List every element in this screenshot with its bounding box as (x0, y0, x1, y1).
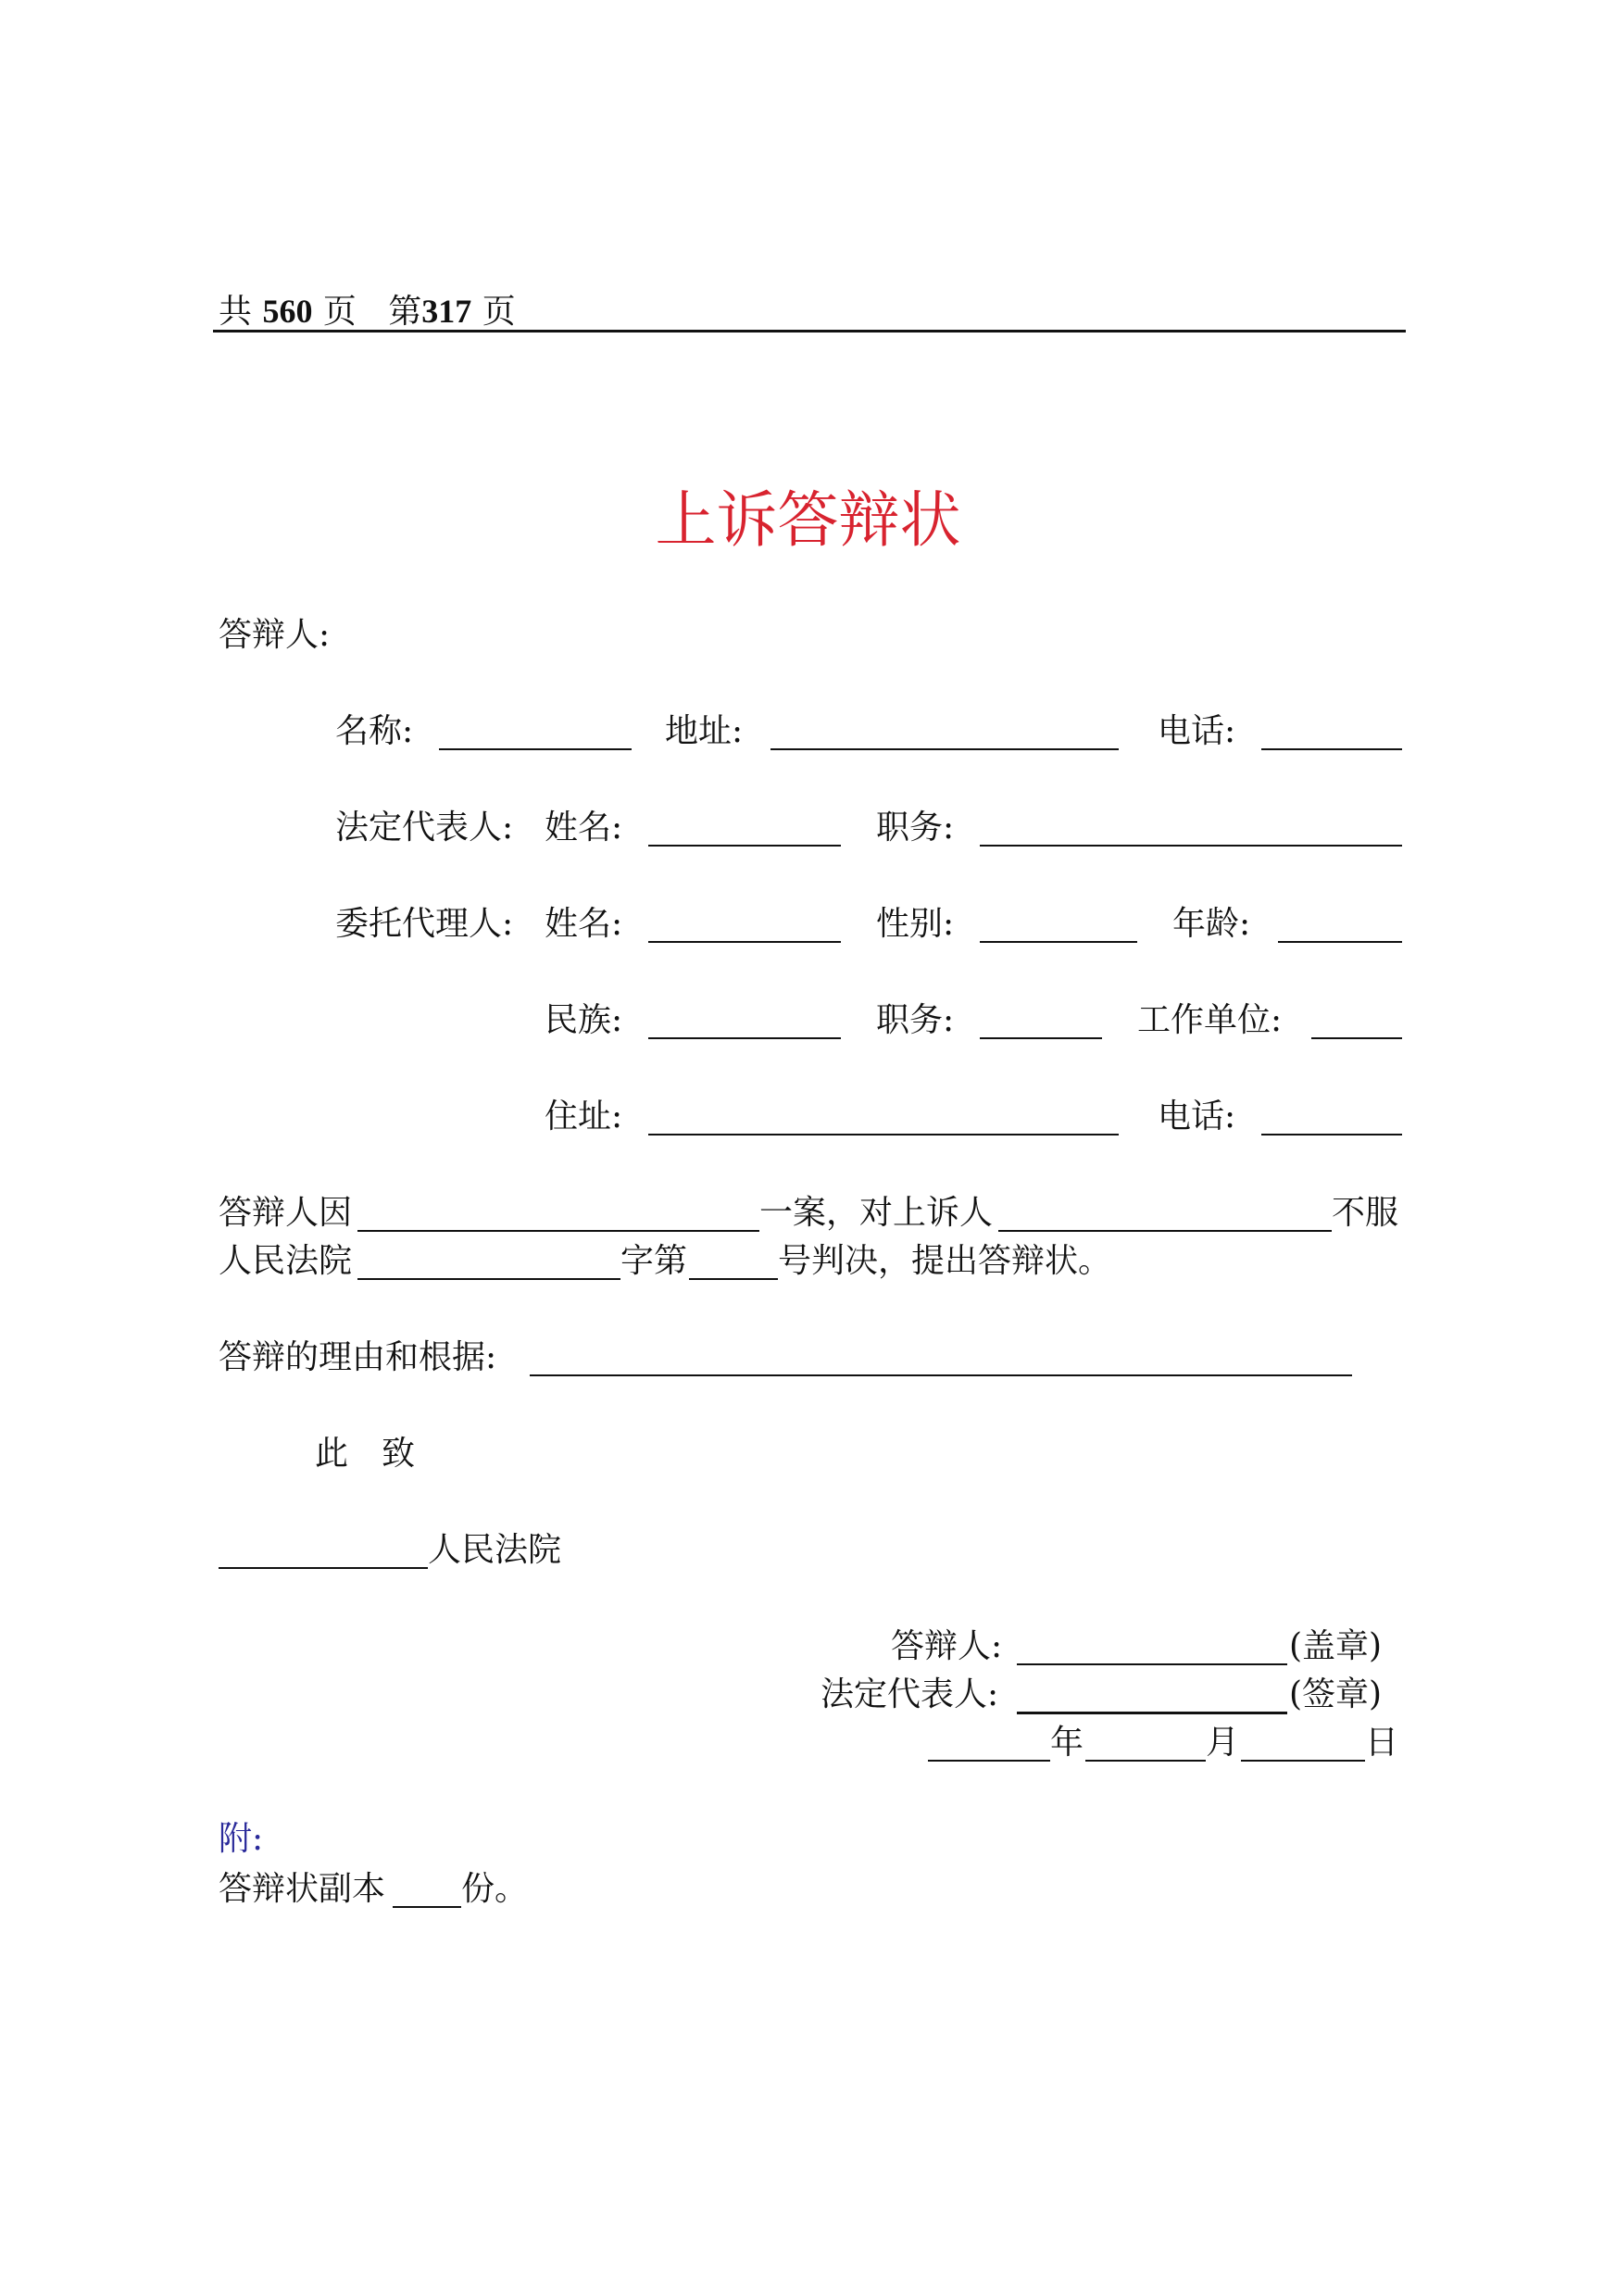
age-blank[interactable] (1278, 941, 1402, 943)
appellant-blank[interactable] (998, 1230, 1332, 1232)
statement-part4: 人民法院 (219, 1242, 353, 1280)
salutation: 此 致 (315, 1435, 416, 1473)
agent-position-label: 职务: (876, 1001, 955, 1039)
attachment-text1: 答辩状副本 (219, 1870, 386, 1908)
phone-label: 电话: (1158, 712, 1236, 750)
total-prefix: 共 (219, 293, 253, 331)
residence-blank[interactable] (648, 1134, 1119, 1135)
age-label: 年龄: (1172, 905, 1251, 943)
workplace-blank[interactable] (1311, 1037, 1402, 1039)
statement-part1: 答辩人因 (219, 1194, 353, 1232)
ethnicity-blank[interactable] (648, 1037, 841, 1039)
statement-part2: 一案，对上诉人 (759, 1194, 994, 1232)
statement-part3: 不服 (1332, 1194, 1399, 1232)
seal-note: (盖章) (1289, 1627, 1383, 1665)
day-label: 日 (1365, 1724, 1399, 1762)
agent-phone-blank[interactable] (1261, 1134, 1402, 1135)
residence-label: 住址: (545, 1098, 623, 1135)
current-prefix: 第 (388, 293, 422, 331)
case-number-blank[interactable] (689, 1278, 778, 1280)
name-label: 名称: (335, 712, 414, 750)
attachment-text2: 份。 (461, 1870, 529, 1908)
address-blank[interactable] (770, 748, 1119, 750)
ethnicity-label: 民族: (545, 1001, 623, 1039)
signature-legal-rep-blank[interactable] (1017, 1712, 1287, 1714)
signature-legal-rep-label: 法定代表人: (821, 1675, 999, 1713)
reasons-blank[interactable] (530, 1374, 1352, 1376)
gender-label: 性别: (876, 905, 955, 943)
legal-rep-position-blank[interactable] (980, 845, 1402, 847)
gender-blank[interactable] (980, 941, 1137, 943)
agent-position-blank[interactable] (980, 1037, 1102, 1039)
statement-part5: 字第 (620, 1242, 688, 1280)
legal-rep-name-blank[interactable] (648, 845, 841, 847)
sign-note: (签章) (1289, 1675, 1383, 1713)
copies-blank[interactable] (393, 1906, 461, 1908)
total-pages: 560 (262, 293, 313, 330)
recipient-court-suffix: 人民法院 (428, 1531, 562, 1569)
legal-rep-name-label: 姓名: (545, 809, 623, 847)
agent-phone-label: 电话: (1158, 1098, 1236, 1135)
page-counter (219, 285, 516, 332)
header-rule (213, 330, 1406, 332)
phone-blank[interactable] (1261, 748, 1402, 750)
year-label: 年 (1050, 1724, 1084, 1762)
signature-respondent-blank[interactable] (1017, 1663, 1287, 1665)
agent-name-label: 姓名: (545, 905, 623, 943)
attachment-label: 附: (219, 1820, 264, 1858)
statement-part6: 号判决，提出答辩状。 (778, 1242, 1112, 1280)
legal-rep-position-label: 职务: (876, 809, 955, 847)
document-title: 上诉答辩状 (655, 484, 961, 556)
day-blank[interactable] (1241, 1760, 1365, 1762)
case-blank[interactable] (357, 1230, 759, 1232)
workplace-label: 工作单位: (1137, 1001, 1283, 1039)
reasons-label: 答辩的理由和根据: (219, 1338, 497, 1376)
address-label: 地址: (665, 712, 744, 750)
agent-label: 委托代理人: (335, 905, 514, 943)
page-unit: 页 (482, 293, 516, 331)
respondent-heading: 答辩人: (219, 616, 331, 654)
month-blank[interactable] (1085, 1760, 1206, 1762)
court-blank[interactable] (357, 1278, 620, 1280)
page-unit: 页 (322, 293, 357, 331)
name-blank[interactable] (439, 748, 632, 750)
signature-respondent-label: 答辩人: (891, 1627, 1003, 1665)
year-blank[interactable] (928, 1760, 1050, 1762)
month-label: 月 (1206, 1724, 1240, 1762)
legal-rep-label: 法定代表人: (335, 809, 514, 847)
agent-name-blank[interactable] (648, 941, 841, 943)
recipient-court-blank[interactable] (219, 1567, 428, 1569)
current-page: 317 (421, 293, 472, 330)
